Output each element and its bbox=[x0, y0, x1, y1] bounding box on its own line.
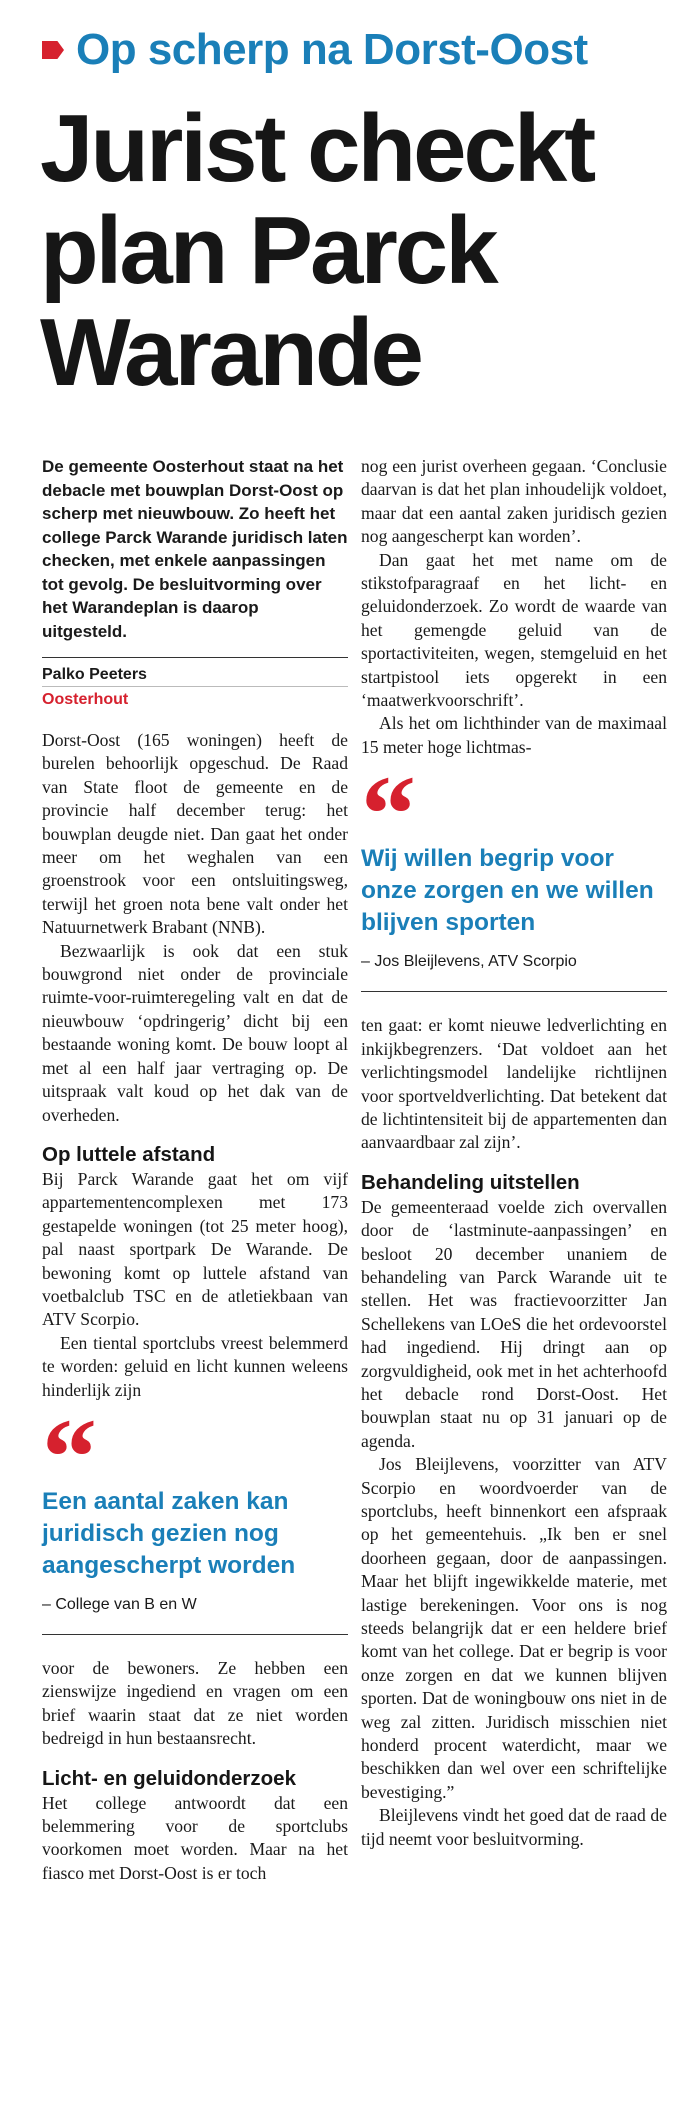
subhead: Licht- en geluidonderzoek bbox=[42, 1766, 296, 1790]
body-paragraph: Bezwaarlijk is ook dat een stuk bouwgrond niet onder de provinciale ruimte-voor-ruimteregeling valt en dat de nieuwbouw ‘opdringerig’ dicht bij een bestaande woning komt. De bouw loopt al met al een half jaar vertraging op. De uitspraak valt koud op het dak van de overheden. bbox=[42, 940, 348, 1125]
kicker-text: Op scherp na Dorst-Oost bbox=[76, 25, 588, 74]
lead-paragraph: De gemeente Oosterhout staat na het debacle met bouwplan Dorst-Oost op scherp met nieuwbouw. Zo heeft het college Parck Warande juridisch laten checken, met enkele aanpassingen tot gevolg. De besluitvorming over het Warandeplan is daarop uitgesteld. bbox=[42, 457, 348, 641]
body-paragraph: nog een jurist overheen gegaan. ‘Conclusie daarvan is dat het plan inhoudelijk voldoet, maar dat een aantal zaken juridisch gezien nog aangescherpt kan worden’. bbox=[361, 456, 667, 547]
pull-quote bbox=[42, 1395, 348, 1635]
byline bbox=[42, 657, 348, 711]
body-paragraph: Dan gaat het met name om de stikstofparagraaf en het licht- en geluidonderzoek. Zo wordt de waarde van het gemengde geluid van de sportactiviteiten, wegen, stemgeluid en het startpistool iets opgerekt in een ‘maatwerkvoorschrift’. bbox=[361, 549, 667, 711]
headline bbox=[40, 95, 680, 406]
headline-line: plan Parck bbox=[40, 197, 496, 304]
kicker bbox=[42, 25, 588, 74]
subhead: Behandeling uitstellen bbox=[361, 1170, 580, 1194]
quote-mark-icon: “ bbox=[361, 753, 416, 876]
quote-mark-icon: “ bbox=[42, 1395, 97, 1518]
body-paragraph: ten gaat: er komt nieuwe ledverlichting en inkijkbegrenzers. ‘Dat voldoet aan het verlichtingsmodel landelijke richtlijnen voor sportveldverlichting. Dat betekent dat de lichtintensiteit bij de appartementen dan aanvaardbaar zal zijn’. bbox=[361, 1015, 667, 1153]
dateline-place: Oosterhout bbox=[42, 686, 348, 711]
body-paragraph: voor de bewoners. Ze hebben een zienswijze ingediend en vragen om een brief waarin staat dat ze niet worden bedreigd in hun bestaansrecht. bbox=[42, 1657, 348, 1749]
pull-quote-text: Een aantal zaken kan juridisch gezien nog aangescherpt worden bbox=[42, 1487, 296, 1579]
body-paragraph: Het college antwoordt dat een belemmering voor de sportclubs voorkomen moet worden. Maar na het fiasco met Dorst-Oost is er toch bbox=[42, 1792, 348, 1883]
headline-line: Warande bbox=[40, 299, 421, 406]
right-column bbox=[361, 455, 667, 1851]
pull-quote-text: Wij willen begrip voor onze zorgen en we willen blijven sporten bbox=[361, 845, 654, 937]
body-paragraph: De gemeenteraad voelde zich overvallen door de ‘lastminute-aanpassingen’ en besloot 20 december unaniem de behandeling van Parck Warande uit te stellen. Het was fractievoorzitter Jan Schellekens van LOeS die het ordevoorstel had ingediend. Hij dringt aan op zorgvuldigheid, ook met in het achterhoofd het debacle rond Dorst-Oost. Het bouwplan staat nu op 31 januari op de agenda. bbox=[361, 1196, 667, 1451]
subhead: Op luttele afstand bbox=[42, 1142, 216, 1166]
pull-quote-attribution: – College van B en W bbox=[42, 1594, 348, 1635]
body-paragraph: Als het om lichthinder van de maximaal 15 meter hoge lichtmas- bbox=[361, 713, 667, 757]
body-paragraph: Een tiental sportclubs vreest belemmerd te worden: geluid en licht kunnen weleens hinderlijk zijn bbox=[42, 1332, 348, 1400]
body-paragraph: Bij Parck Warande gaat het om vijf appartementencomplexen met 173 gestapelde woningen (tot 25 meter hoog), pal naast sportpark De Warande. De bewoning komt op luttele afstand van voetbalclub TSC en de atletiekbaan van ATV Scorpio. bbox=[42, 1168, 348, 1330]
body-paragraph: Dorst-Oost (165 woningen) heeft de burelen behoorlijk opgeschud. De Raad van State floot de gemeente en de provincie half december terug: het bouwplan deugde niet. Dan gaat het onder meer om het weghalen van een groenstrook voor een ontsluitingsweg, terwijl het groen nota bene valt onder het Natuurnetwerk Brabant (NNB). bbox=[42, 730, 348, 938]
left-column bbox=[42, 455, 348, 1885]
pull-quote-attribution: – Jos Bleijlevens, ATV Scorpio bbox=[361, 951, 667, 992]
body-paragraph: Jos Bleijlevens, voorzitter van ATV Scorpio en woordvoerder van de sportclubs, heeft binnenkort een afspraak op het gemeentehuis. „Ik ben er snel doorheen gegaan, door de aanpassingen. Maar het blijft ingewikkelde materie, met lastige berekeningen. Voor ons is nog steeds belangrijk dat er een heldere brief komt van het college. Dat er begrip is voor onze zorgen en dat we kunnen blijven sporten. Dat de woningbouw ons niet in de weg zal zitten. Juridisch misschien niet honderd procent waterdicht, maar we beschikken dan wel over een schriftelijke bevestiging.” bbox=[361, 1454, 667, 1802]
author: Palko Peeters bbox=[42, 666, 147, 683]
kicker-arrow-icon bbox=[42, 41, 64, 59]
body-paragraph: Bleijlevens vindt het goed dat de raad de tijd neemt voor besluitvorming. bbox=[361, 1805, 667, 1849]
headline-line: Jurist checkt bbox=[40, 95, 594, 202]
pull-quote bbox=[361, 753, 667, 992]
